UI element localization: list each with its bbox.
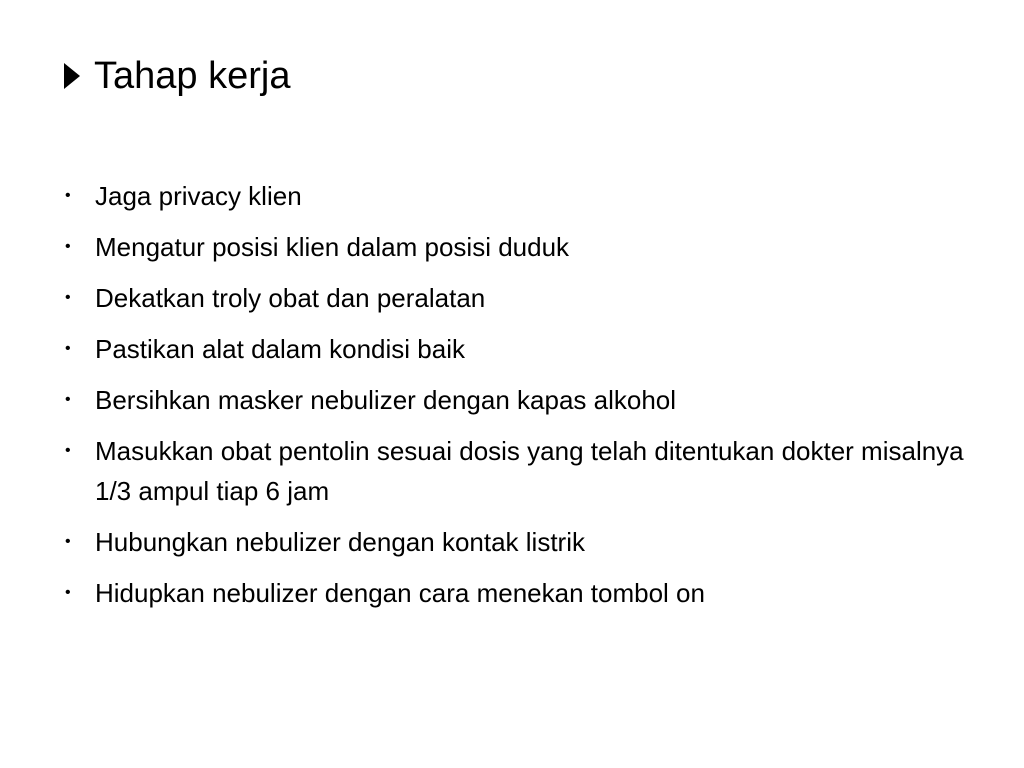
list-item — [64, 227, 964, 267]
list-item-text: Masukkan obat pentolin sesuai dosis yang telah ditentukan dokter misalnya 1/3 ampul tiap 6 jam — [95, 436, 964, 506]
bullet-list — [64, 176, 964, 624]
list-item — [64, 431, 964, 511]
list-item-text: Pastikan alat dalam kondisi baik — [95, 334, 465, 364]
bullet-icon: • — [65, 238, 71, 255]
bullet-icon: • — [65, 340, 71, 357]
list-item-text: Hubungkan nebulizer dengan kontak listrik — [95, 527, 585, 557]
list-item-text: Jaga privacy klien — [95, 181, 302, 211]
list-item-text: Bersihkan masker nebulizer dengan kapas alkohol — [95, 385, 677, 415]
list-item — [64, 522, 964, 562]
bullet-icon: • — [65, 442, 71, 459]
list-item-text: Dekatkan troly obat dan peralatan — [95, 283, 486, 313]
list-item-text: Mengatur posisi klien dalam posisi duduk — [95, 232, 570, 262]
slide-title — [64, 52, 290, 100]
bullet-icon: • — [65, 289, 71, 306]
bullet-icon: • — [65, 584, 71, 601]
triangle-right-icon — [64, 63, 80, 89]
list-item — [64, 380, 964, 420]
slide-title-text: Tahap kerja — [94, 55, 291, 97]
bullet-icon: • — [65, 391, 71, 408]
list-item — [64, 329, 964, 369]
bullet-icon: • — [65, 533, 71, 550]
list-item — [64, 176, 964, 216]
list-item-text: Hidupkan nebulizer dengan cara menekan tombol on — [95, 578, 705, 608]
list-item — [64, 573, 964, 613]
list-item — [64, 278, 964, 318]
bullet-icon: • — [65, 187, 71, 204]
